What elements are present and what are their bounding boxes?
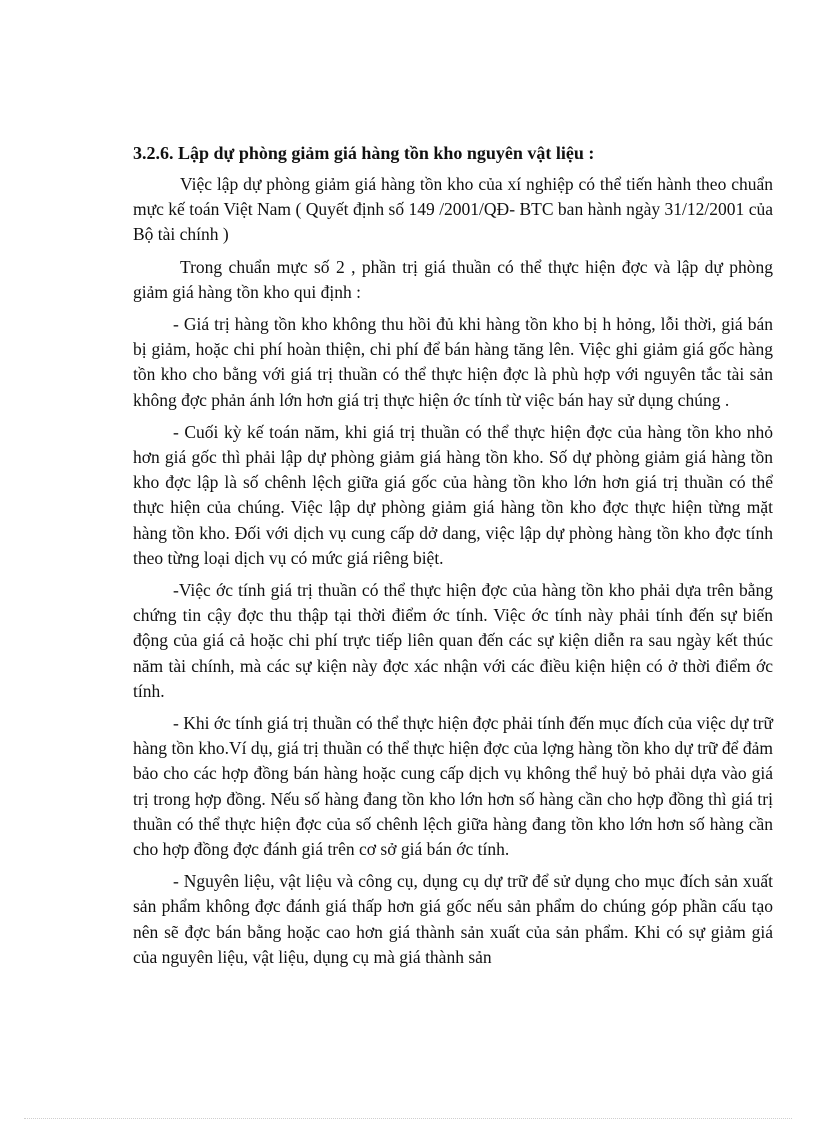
section-heading: 3.2.6. Lập dự phòng giảm giá hàng tồn kho nguyên vật liệu : bbox=[133, 143, 595, 163]
paragraph-purpose-of-inventory: - Khi ớc tính giá trị thuần có thể thực hiện đợc phải tính đến mục đích của việc dự trữ hàng tồn kho.Ví dụ, giá trị thuần có thể thực hiện đợc của lợng hàng tồn kho dự trữ để đảm bảo cho các hợp đồng bán hàng hoặc cung cấp dịch vụ không thể huỷ bỏ phải dựa vào giá trị trong hợp đồng. Nếu số hàng đang tồn kho lớn hơn số hàng cần cho hợp đồng thì giá trị thuần có thể thực hiện đợc của số chênh lệch giữa hàng đang tồn kho lớn hơn số hàng cần cho hợp đồng đợc đánh giá trên cơ sở giá bán ớc tính. bbox=[133, 713, 773, 860]
paragraph-standard-2: Trong chuẩn mực số 2 , phần trị giá thuần có thể thực hiện đợc và lập dự phòng giảm giá hàng tồn kho qui định : bbox=[133, 256, 773, 302]
document-page bbox=[133, 140, 773, 977]
page-bottom-divider bbox=[24, 1118, 792, 1119]
paragraph-estimation-evidence: -Việc ớc tính giá trị thuần có thể thực hiện đợc của hàng tồn kho phải dựa trên bằng chứng tin cậy đợc thu thập tại thời điểm ớc tính. Việc ớc tính này phải tính đến sự biến động của giá cả hoặc chi phí trực tiếp liên quan đến các sự kiện diễn ra sau ngày kết thúc năm tài chính, mà các sự kiện này đợc xác nhận với các điều kiện hiện có ở thời điểm ớc tính. bbox=[133, 580, 773, 701]
paragraph-raw-materials: - Nguyên liệu, vật liệu và công cụ, dụng cụ dự trữ để sử dụng cho mục đích sản xuất sản phẩm không đợc đánh giá thấp hơn giá gốc nếu sản phẩm do chúng góp phần cấu tạo nên sẽ đợc bán bằng hoặc cao hơn giá thành sản xuất của sản phẩm. Khi có sự giảm giá của nguyên liệu, vật liệu, dụng cụ mà giá thành sản bbox=[133, 871, 773, 967]
paragraph-year-end-provision: - Cuối kỳ kế toán năm, khi giá trị thuần có thể thực hiện đợc của hàng tồn kho nhỏ hơn giá gốc thì phải lập dự phòng giảm giá hàng tồn kho. Số dự phòng giảm giá hàng tồn kho đợc lập là số chênh lệch giữa giá gốc của hàng tồn kho lớn hơn giá trị thuần có thể thực hiện của chúng. Việc lập dự phòng giảm giá hàng tồn kho đợc thực hiện từng mặt hàng tồn kho. Đối với dịch vụ cung cấp dở dang, việc lập dự phòng hàng tồn kho đợc tính theo từng loại dịch vụ có mức giá riêng biệt. bbox=[133, 421, 773, 568]
paragraph-intro: Việc lập dự phòng giảm giá hàng tồn kho của xí nghiệp có thể tiến hành theo chuẩn mực kế toán Việt Nam ( Quyết định số 149 /2001/QĐ- BTC ban hành ngày 31/12/2001 của Bộ tài chính ) bbox=[133, 174, 773, 245]
paragraph-unrecoverable-value: - Giá trị hàng tồn kho không thu hồi đủ khi hàng tồn kho bị h hỏng, lỗi thời, giá bán bị giảm, hoặc chi phí hoàn thiện, chi phí để bán hàng tăng lên. Việc ghi giảm giá gốc hàng tồn kho cho bằng với giá trị thuần có thể thực hiện đợc là phù hợp với nguyên tắc tài sản không đợc phản ánh lớn hơn giá trị thực hiện ớc tính từ việc bán hay sử dụng chúng . bbox=[133, 314, 773, 410]
